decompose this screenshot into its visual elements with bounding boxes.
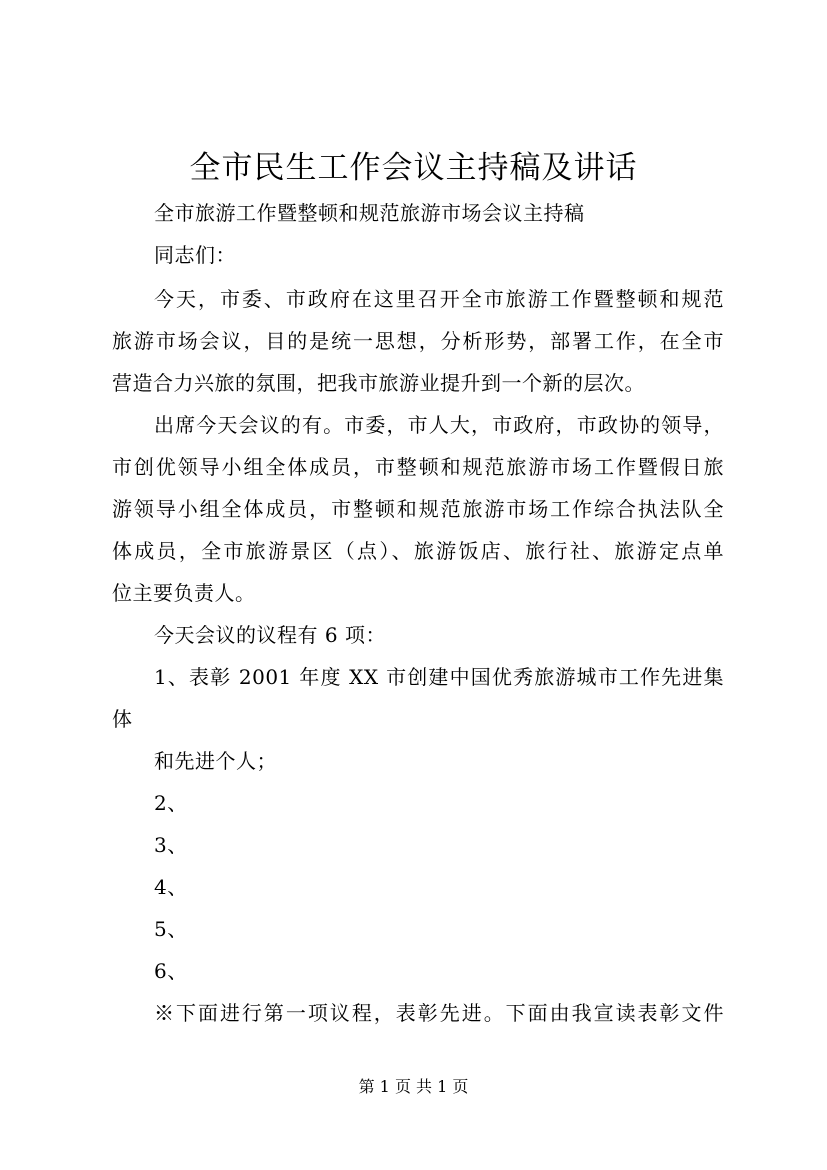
agenda-item-4: 4、 — [154, 875, 188, 899]
paragraph-1-line-1: 今天，市委、市政府在这里召开全市旅游工作暨整顿和规范 — [154, 287, 724, 311]
agenda-item-5: 5、 — [154, 917, 188, 941]
paragraph-1-line-3: 营造合力兴旅的氛围，把我市旅游业提升到一个新的层次。 — [112, 371, 645, 395]
salutation: 同志们： — [154, 243, 236, 267]
document-title: 全市民生工作会议主持稿及讲话 — [189, 150, 638, 186]
paragraph-2-line-2: 市创优领导小组全体成员，市整顿和规范旅游市场工作暨假日旅 — [112, 455, 724, 479]
agenda-item-2: 2、 — [154, 791, 188, 815]
page-number-footer: 第 1 页 共 1 页 — [358, 1077, 469, 1096]
paragraph-2-line-5: 位主要负责人。 — [112, 581, 256, 605]
agenda-item-6: 6、 — [154, 959, 188, 983]
paragraph-2-line-3: 游领导小组全体成员，市整顿和规范旅游市场工作综合执法队全 — [112, 497, 724, 521]
agenda-item-1-line-1: 1、表彰 2001 年度 XX 市创建中国优秀旅游城市工作先进集 — [154, 665, 724, 689]
closing-line: ※下面进行第一项议程，表彰先进。下面由我宣读表彰文件 — [154, 1001, 724, 1025]
agenda-item-1-line-2: 体 — [112, 707, 133, 731]
agenda-item-3: 3、 — [154, 833, 188, 857]
agenda-intro: 今天会议的议程有 6 项： — [154, 623, 386, 647]
paragraph-2-line-4: 体成员，全市旅游景区（点）、旅游饭店、旅行社、旅游定点单 — [112, 539, 724, 563]
agenda-item-1-continuation: 和先进个人； — [154, 749, 277, 773]
subtitle: 全市旅游工作暨整顿和规范旅游市场会议主持稿 — [154, 201, 585, 225]
paragraph-1-line-2: 旅游市场会议，目的是统一思想，分析形势，部署工作，在全市 — [112, 329, 724, 353]
paragraph-2-line-1: 出席今天会议的有。市委，市人大，市政府，市政协的领导， — [154, 413, 724, 437]
document-body — [112, 0, 724, 1170]
